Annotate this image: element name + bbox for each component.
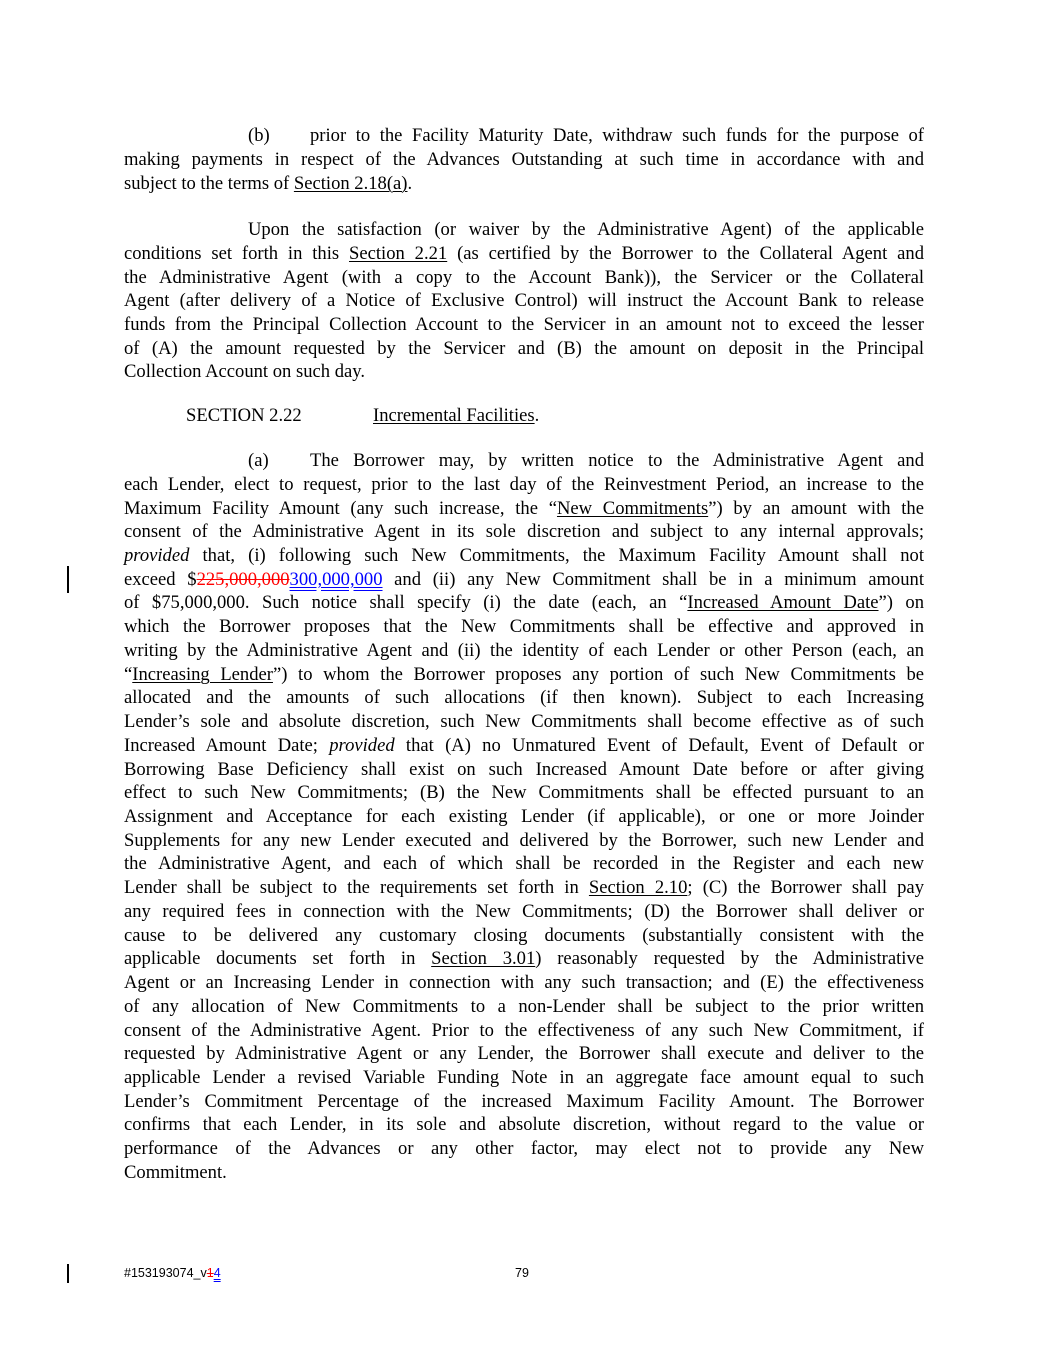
para-upon-line-1: Upon the satisfaction (or waiver by the Administrative Agent) of the applicable: [248, 219, 924, 240]
para-a-line-13: Increased Amount Date; provided that (A) no Unmatured Event of Default, Event of Default or: [124, 735, 924, 756]
page-number: 79: [515, 1266, 529, 1280]
para-a-line-10: “Increasing Lender”) to whom the Borrower proposes any portion of such New Commitments be: [124, 664, 924, 685]
para-b-line-2: making payments in respect of the Advances Outstanding at such time in accordance with and: [124, 149, 924, 170]
para-b-line-3: subject to the terms of Section 2.18(a).: [124, 173, 413, 194]
para-a-line-1: (a) The Borrower may, by written notice to the Administrative Agent and: [248, 450, 924, 471]
para-b-label: (b): [248, 125, 270, 146]
para-upon-line-2: conditions set forth in this Section 2.21 (as certified by the Borrower to the Collateral Agent and: [124, 243, 924, 264]
para-a-line-16: Assignment and Acceptance for each existing Lender (if applicable), or one or more Joinder: [124, 806, 924, 827]
para-a-label: (a): [248, 450, 269, 471]
para-upon-line-3: the Administrative Agent (with a copy to the Account Bank)), the Servicer or the Collateral: [124, 267, 924, 288]
para-a-line-17: Supplements for any new Lender executed and delivered by the Borrower, such new Lender and: [124, 830, 924, 851]
para-a-line-21: cause to be delivered any customary closing documents (substantially consistent with the: [124, 925, 924, 946]
deleted-amount: 225,000,000: [196, 569, 290, 590]
para-a-line-3: Maximum Facility Amount (any such increase, the “New Commitments”) by an amount with the: [124, 498, 924, 519]
section-number: SECTION 2.22: [186, 405, 302, 426]
para-b-line-1: (b) prior to the Facility Maturity Date, withdraw such funds for the purpose of: [248, 125, 924, 146]
defined-term-new-commitments: New Commitments: [556, 498, 709, 519]
para-upon-line-4: Agent (after delivery of a Notice of Exclusive Control) will instruct the Account Bank to release: [124, 290, 924, 311]
para-a-line-5: provided that, (i) following such New Commitments, the Maximum Facility Amount shall not: [124, 545, 924, 566]
para-a-line-7: of $75,000,000. Such notice shall specify (i) the date (each, an “Increased Amount Date”) on: [124, 592, 924, 613]
revision-change-bar: [67, 566, 69, 593]
footer-change-bar: [67, 1264, 69, 1283]
para-a-line-14: Borrowing Base Deficiency shall exist on such Increased Amount Date before or after giving: [124, 759, 924, 780]
para-upon-line-5: funds from the Principal Collection Account to the Servicer in an amount not to exceed the lesser: [124, 314, 924, 335]
para-a-line-22: applicable documents set forth in Section 3.01) reasonably requested by the Administrative: [124, 948, 924, 969]
para-a-line-12: Lender’s sole and absolute discretion, such New Commitments shall become effective as of such: [124, 711, 924, 732]
section-2-18a-reference: Section 2.18(a): [293, 173, 408, 194]
para-a-line-28: Lender’s Commitment Percentage of the increased Maximum Facility Amount. The Borrower: [124, 1091, 924, 1112]
para-a-line-4: consent of the Administrative Agent in its sole discretion and subject to any internal approvals;: [124, 521, 924, 542]
para-a-line-25: consent of the Administrative Agent. Prior to the effectiveness of any such New Commitment, if: [124, 1020, 924, 1041]
footer-version-inserted: 4: [213, 1266, 221, 1280]
para-a-line-20: any required fees in connection with the New Commitments; (D) the Borrower shall deliver or: [124, 901, 924, 922]
section-title: Incremental Facilities.: [373, 405, 540, 426]
para-upon-line-6: of (A) the amount requested by the Servicer and (B) the amount on deposit in the Principal: [124, 338, 924, 359]
para-a-line-11: allocated and the amounts of such allocations (if then known). Subject to each Increasing: [124, 687, 924, 708]
para-a-line-18: the Administrative Agent, and each of which shall be recorded in the Register and each new: [124, 853, 924, 874]
para-a-line-15: effect to such New Commitments; (B) the New Commitments shall be effected pursuant to an: [124, 782, 924, 803]
para-a-line-27: applicable Lender a revised Variable Funding Note in an aggregate face amount equal to such: [124, 1067, 924, 1088]
footer-doc-id: #153193074_v14: [124, 1266, 221, 1280]
para-a-line-26: requested by Administrative Agent or any Lender, the Borrower shall execute and deliver to the: [124, 1043, 924, 1064]
footer-version-deleted: 1: [206, 1266, 214, 1280]
section-2-21-reference: Section 2.21: [349, 243, 448, 264]
inserted-amount: 300,000,000: [289, 569, 383, 590]
defined-term-increased-amount-date: Increased Amount Date: [687, 592, 879, 613]
para-a-line-2: each Lender, elect to request, prior to the last day of the Reinvestment Period, an increase to the: [124, 474, 924, 495]
para-a-line-8: which the Borrower proposes that the New Commitments shall be effective and approved in: [124, 616, 924, 637]
section-3-01-reference: Section 3.01: [431, 948, 536, 969]
section-2-10-reference: Section 2.10: [588, 877, 688, 898]
para-a-line-24: of any allocation of New Commitments to a non-Lender shall be subject to the prior written: [124, 996, 924, 1017]
para-a-line-23: Agent or an Increasing Lender in connection with any such transaction; and (E) the effectiveness: [124, 972, 924, 993]
para-a-line-30: performance of the Advances or any other factor, may elect not to provide any New: [124, 1138, 924, 1159]
defined-term-increasing-lender: Increasing Lender: [132, 664, 273, 685]
para-upon-line-7: Collection Account on such day.: [124, 361, 365, 382]
section-heading: [0, 404, 1055, 428]
para-a-line-19: Lender shall be subject to the requirements set forth in Section 2.10; (C) the Borrower shall pay: [124, 877, 924, 898]
para-a-line-29: confirms that each Lender, in its sole and absolute discretion, without regard to the value or: [124, 1114, 924, 1135]
para-a-line-6: exceed $225,000,000300,000,000 and (ii) any New Commitment shall be in a minimum amount: [124, 569, 924, 590]
para-a-line-9: writing by the Administrative Agent and (ii) the identity of each Lender or other Person (each, an: [124, 640, 924, 661]
para-a-line-31: Commitment.: [124, 1162, 227, 1183]
